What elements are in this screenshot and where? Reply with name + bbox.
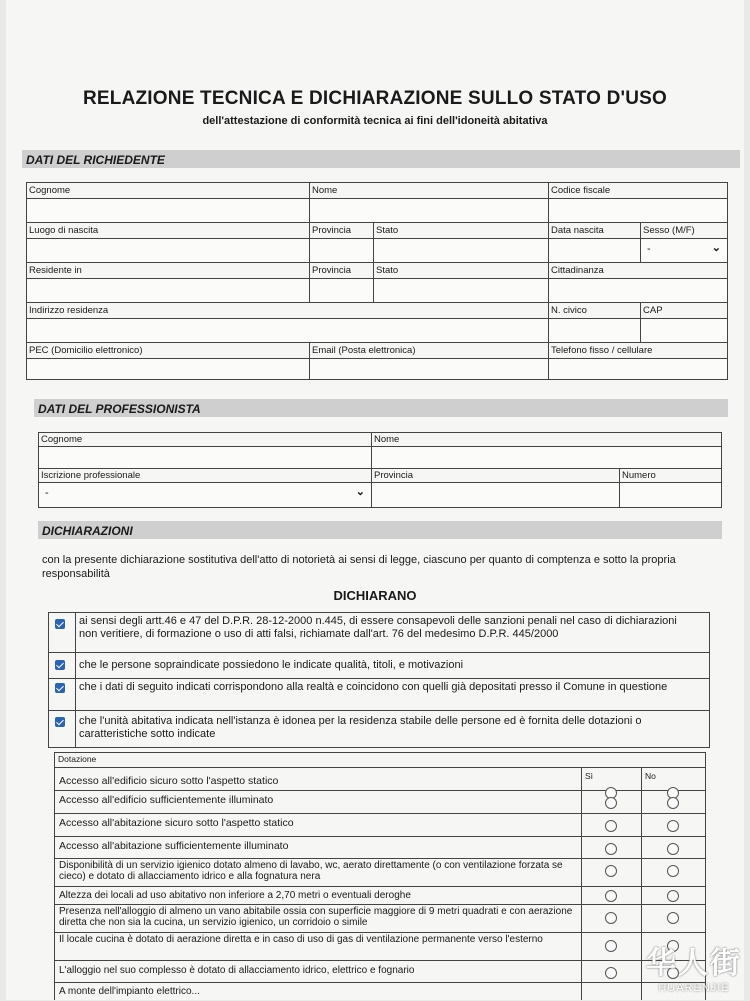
checkbox-checked-icon[interactable]	[55, 717, 65, 727]
dotazione-row	[55, 887, 705, 905]
dotazione-text: Accesso all'abitazione sufficientemente illuminato	[59, 840, 579, 852]
dichiarano-heading: DICHIARANO	[0, 588, 750, 603]
label-prof-nome: Nome	[374, 434, 399, 445]
prof-nome-field[interactable]	[372, 447, 721, 469]
label-civico: N. civico	[551, 305, 587, 316]
dotazione-row	[55, 905, 705, 933]
declarations-table	[48, 612, 710, 748]
dotazione-text: Accesso all'edificio sicuro sotto l'aspetto statico	[59, 775, 579, 787]
declaration-row	[49, 653, 709, 679]
stato-nascita-field[interactable]	[374, 239, 549, 263]
label-stato: Stato	[376, 225, 398, 236]
checkbox-checked-icon[interactable]	[55, 683, 65, 693]
telefono-field[interactable]	[549, 359, 727, 379]
label-prof-cognome: Cognome	[41, 434, 82, 445]
dotazione-text: Accesso all'edificio sufficientemente illuminato	[59, 794, 579, 806]
dotazione-text: Disponibilità di un servizio igienico dotato almeno di lavabo, wc, aerato direttamente (o con ventilazione forzata se cieco) e dotato di allacciamento idrico e alla fognatura nera	[59, 860, 579, 882]
label-pec: PEC (Domicilio elettronico)	[29, 345, 143, 356]
radio-si[interactable]	[605, 967, 617, 979]
no-header: No	[645, 771, 656, 781]
label-provincia-residenza: Provincia	[312, 265, 351, 276]
radio-si[interactable]	[605, 890, 617, 902]
radio-no[interactable]	[667, 865, 679, 877]
dotazione-row	[55, 983, 705, 1001]
dotazione-row	[55, 859, 705, 887]
section-professionista: DATI DEL PROFESSIONISTA	[34, 399, 728, 417]
email-field[interactable]	[310, 359, 549, 379]
radio-si[interactable]	[605, 797, 617, 809]
radio-si[interactable]	[605, 843, 617, 855]
declaration-row	[49, 679, 709, 711]
residente-field[interactable]	[27, 279, 310, 303]
dotazione-table	[54, 752, 706, 1000]
dotazione-text: A monte dell'impianto elettrico...	[59, 986, 579, 998]
label-cognome: Cognome	[29, 185, 70, 196]
checkbox-checked-icon[interactable]	[55, 619, 65, 629]
declaration-text: che l'unità abitativa indicata nell'istanza è idonea per la residenza stabile delle persone ed è fornita delle dotazioni o caratteristiche sotto indicate	[75, 711, 695, 747]
dotazione-row	[55, 814, 705, 837]
document-title: RELAZIONE TECNICA E DICHIARAZIONE SULLO STATO D'USO	[0, 88, 750, 110]
nome-field[interactable]	[310, 199, 549, 223]
label-telefono: Telefono fisso / cellulare	[551, 345, 652, 356]
dotazione-text: Il locale cucina è dotato di aerazione diretta e in caso di uso di gas di ventilazione permanente verso l'esterno	[59, 934, 579, 945]
numero-field[interactable]	[620, 483, 721, 507]
radio-no[interactable]	[667, 820, 679, 832]
dotazione-row	[55, 933, 705, 961]
dotazione-header: Dotazione	[58, 754, 96, 764]
si-header: Sì	[585, 771, 593, 781]
radio-no[interactable]	[667, 890, 679, 902]
label-stato-residenza: Stato	[376, 265, 398, 276]
intro-paragraph: con la presente dichiarazione sostitutiva dell'atto di notorietà ai sensi di legge, ciascuno per quanto di comptenza e sotto la propria responsabilità	[42, 553, 702, 581]
label-luogo-nascita: Luogo di nascita	[29, 225, 98, 236]
iscrizione-value: -	[45, 487, 49, 499]
chevron-down-icon: ⌄	[712, 241, 721, 254]
declaration-row	[49, 711, 709, 747]
professionista-form	[38, 432, 722, 508]
iscrizione-select[interactable]	[39, 483, 372, 507]
label-numero: Numero	[622, 470, 656, 481]
radio-si[interactable]	[605, 820, 617, 832]
dotazione-row	[55, 961, 705, 983]
sesso-select[interactable]	[641, 239, 727, 263]
cognome-field[interactable]	[27, 199, 310, 223]
provincia-residenza-field[interactable]	[310, 279, 374, 303]
declaration-row	[49, 613, 709, 653]
dotazione-row	[55, 791, 705, 814]
richiedente-form	[26, 182, 728, 380]
section-richiedente: DATI DEL RICHIEDENTE	[22, 150, 740, 168]
label-provincia: Provincia	[312, 225, 351, 236]
declaration-text: ai sensi degli artt.46 e 47 del D.P.R. 28-12-2000 n.445, di essere consapevoli delle sanzioni penali nel caso di dichiarazioni non veritiere, di formazione o uso di atti falsi, richiamate dall'art. 76 del medesimo D.P.R. 445/2000	[75, 613, 695, 652]
declaration-text: che le persone sopraindicate possiedono le indicate qualità, titoli, e motivazioni	[75, 653, 695, 678]
radio-no[interactable]	[667, 797, 679, 809]
prof-cognome-field[interactable]	[39, 447, 372, 469]
civico-field[interactable]	[549, 319, 641, 343]
watermark-text: HUARENJIE	[646, 982, 742, 994]
cap-field[interactable]	[641, 319, 727, 343]
dotazione-row	[55, 771, 705, 791]
dotazione-row	[55, 837, 705, 859]
label-email: Email (Posta elettronica)	[312, 345, 415, 356]
radio-no[interactable]	[667, 843, 679, 855]
label-nome: Nome	[312, 185, 337, 196]
prof-provincia-field[interactable]	[372, 483, 620, 507]
chevron-down-icon: ⌄	[356, 485, 365, 498]
pec-field[interactable]	[27, 359, 310, 379]
dotazione-text: Presenza nell'alloggio di almeno un vano abitabile ossia con superficie maggiore di 9 metri quadrati e con aerazione diretta che non sia la cucina, un servizio igienico, un corridoio o simile	[59, 906, 579, 928]
section-dichiarazioni: DICHIARAZIONI	[38, 521, 722, 539]
label-iscrizione: Iscrizione professionale	[41, 470, 140, 481]
cittadinanza-field[interactable]	[549, 279, 727, 303]
label-prof-provincia: Provincia	[374, 470, 413, 481]
label-data-nascita: Data nascita	[551, 225, 604, 236]
dotazione-text: L'alloggio nel suo complesso è dotato di allacciamento idrico, elettrico e fognario	[59, 965, 579, 977]
label-sesso: Sesso (M/F)	[643, 225, 695, 236]
watermark-logo	[646, 938, 742, 994]
label-indirizzo: Indirizzo residenza	[29, 305, 108, 316]
declaration-text: che i dati di seguito indicati corrispondono alla realtà e coincidono con quelli già depositati presso il Comune in questione	[75, 679, 695, 710]
label-codice-fiscale: Codice fiscale	[551, 185, 610, 196]
label-cap: CAP	[643, 305, 663, 316]
dotazione-text: Accesso all'abitazione sicuro sotto l'aspetto statico	[59, 817, 579, 829]
radio-no[interactable]	[667, 912, 679, 924]
dotazione-text: Altezza dei locali ad uso abitativo non inferiore a 2,70 metri o eventuali deroghe	[59, 890, 579, 902]
indirizzo-field[interactable]	[27, 319, 549, 343]
codice-fiscale-field[interactable]	[549, 199, 727, 223]
radio-si[interactable]	[605, 940, 617, 952]
label-cittadinanza: Cittadinanza	[551, 265, 604, 276]
watermark-logo-text: 华人街	[646, 938, 742, 982]
luogo-nascita-field[interactable]	[27, 239, 310, 263]
provincia-nascita-field[interactable]	[310, 239, 374, 263]
label-residente: Residente in	[29, 265, 82, 276]
stato-residenza-field[interactable]	[374, 279, 549, 303]
radio-si[interactable]	[605, 865, 617, 877]
data-nascita-field[interactable]	[549, 239, 641, 263]
radio-si[interactable]	[605, 912, 617, 924]
document-subtitle: dell'attestazione di conformità tecnica ai fini dell'idoneità abitativa	[0, 115, 750, 127]
sesso-value: -	[647, 243, 651, 255]
checkbox-checked-icon[interactable]	[55, 660, 65, 670]
